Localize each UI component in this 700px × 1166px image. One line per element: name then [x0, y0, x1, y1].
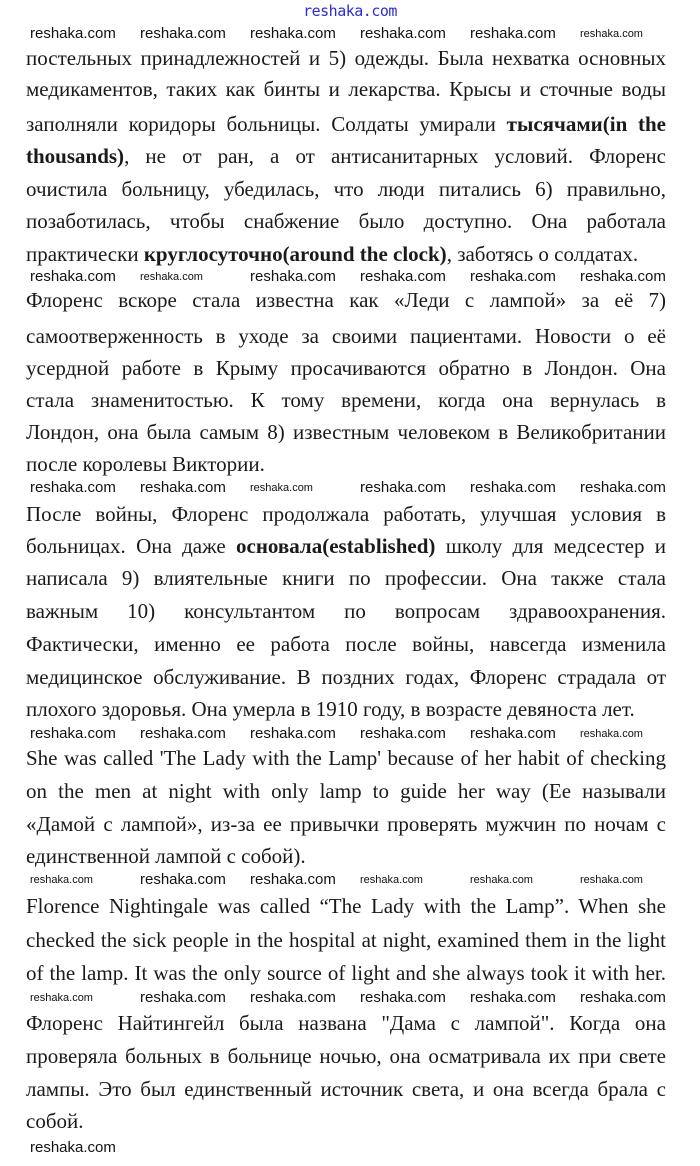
text-line: [26, 697, 666, 721]
watermark-text: reshaka.com: [30, 25, 116, 42]
watermark-text: reshaka.com: [470, 989, 556, 1006]
text-line: [26, 242, 666, 266]
watermark-text: reshaka.com: [470, 874, 533, 886]
text-segment: Лондон, она была самым 8) известным человеком в Великобритании: [26, 420, 666, 444]
text-segment: позаботилась, чтобы снабжение было доступно. Она работала: [26, 209, 666, 233]
text-segment: самоотверженность в уходе за своими пациентами. Новости о её: [26, 324, 666, 348]
watermark-text: reshaka.com: [250, 725, 336, 742]
text-line: [26, 77, 666, 101]
text-segment: лампы. Это был единственный источник света, и она всегда брала с: [26, 1077, 666, 1101]
text-line: [26, 112, 666, 136]
text-line: [26, 209, 666, 233]
text-line: [26, 894, 666, 918]
watermark-text: reshaka.com: [140, 725, 226, 742]
text-segment: медикаментов, таких как бинты и лекарства. Крысы и сточные воды: [26, 77, 666, 101]
text-line: [26, 566, 666, 590]
text-segment: после королевы Виктории.: [26, 452, 265, 476]
text-segment: «Дамой с лампой», из-за ее привычки проверять мужчин по ночам с: [26, 812, 666, 836]
text-segment: постельных принадлежностей и 5) одежды. Была нехватка основных: [26, 46, 666, 70]
text-line: [26, 746, 666, 770]
text-segment: медицинское обслуживание. В поздних годах, Флоренс страдала от: [26, 665, 666, 689]
text-line: [26, 46, 666, 70]
text-segment: checked the sick people in the hospital at night, examined them in the light: [26, 928, 666, 952]
watermark-text: reshaka.com: [360, 989, 446, 1006]
text-segment: школу для медсестер и: [435, 534, 666, 558]
text-line: [26, 1077, 666, 1101]
watermark-text: reshaka.com: [360, 25, 446, 42]
watermark-text: reshaka.com: [580, 989, 666, 1006]
text-segment: , заботясь о солдатах.: [446, 242, 639, 266]
text-line: [26, 534, 666, 558]
watermark-text: reshaka.com: [360, 268, 446, 285]
site-header-logo[interactable]: reshaka.com: [303, 2, 397, 20]
text-segment: важным 10) консультантом по вопросам здравоохранения.: [26, 599, 666, 623]
text-line: [26, 356, 666, 380]
text-line: [26, 928, 666, 952]
text-line: [26, 1109, 666, 1133]
text-segment: Флоренс Найтингейл была названа "Дама с лампой". Когда она: [26, 1011, 666, 1035]
text-line: [26, 961, 666, 985]
text-segment: стала знаменитостью. К тому времени, когда она вернулась в: [26, 388, 666, 412]
text-segment: , не от ран, а от антисанитарных условий. Флоренс: [124, 144, 666, 168]
text-segment: единственной лампой с собой).: [26, 844, 306, 868]
bold-term: thousands): [26, 144, 125, 168]
bold-term: основала(established): [236, 534, 436, 558]
watermark-text: reshaka.com: [250, 989, 336, 1006]
text-segment: плохого здоровья. Она умерла в 1910 году, в возрасте девяноста лет.: [26, 697, 635, 721]
text-line: [26, 177, 666, 201]
watermark-text: reshaka.com: [140, 989, 226, 1006]
watermark-text: reshaka.com: [250, 25, 336, 42]
watermark-text: reshaka.com: [470, 25, 556, 42]
watermark-text: reshaka.com: [30, 874, 93, 886]
watermark-text: reshaka.com: [470, 268, 556, 285]
text-line: [26, 844, 666, 868]
watermark-text: reshaka.com: [250, 871, 336, 888]
text-segment: of the lamp. It was the only source of light and she always took it with her.: [26, 961, 666, 985]
text-line: [26, 324, 666, 348]
watermark-text: reshaka.com: [140, 871, 226, 888]
watermark-text: reshaka.com: [30, 992, 93, 1004]
text-segment: on the men at night with only lamp to guide her way (Ее называли: [26, 779, 666, 803]
watermark-text: reshaka.com: [250, 482, 313, 494]
text-line: [26, 452, 666, 476]
watermark-text: reshaka.com: [30, 1139, 116, 1156]
bold-term: круглосуточно(around the clock): [143, 242, 447, 266]
watermark-text: reshaka.com: [580, 874, 643, 886]
text-line: [26, 144, 666, 168]
text-line: [26, 288, 666, 312]
watermark-text: reshaka.com: [360, 725, 446, 742]
watermark-text: reshaka.com: [470, 725, 556, 742]
text-line: [26, 599, 666, 623]
text-segment: Фактически, именно ее работа после войны, навсегда изменила: [26, 632, 666, 656]
watermark-text: reshaka.com: [140, 25, 226, 42]
text-segment: She was called 'The Lady with the Lamp' because of her habit of checking: [26, 746, 666, 770]
text-segment: написала 9) влиятельные книги по профессии. Она также стала: [26, 566, 666, 590]
watermark-text: reshaka.com: [250, 268, 336, 285]
text-line: [26, 420, 666, 444]
watermark-text: reshaka.com: [140, 271, 203, 283]
bold-term: тысячами(in the: [506, 112, 666, 136]
text-segment: собой.: [26, 1109, 84, 1133]
watermark-text: reshaka.com: [140, 479, 226, 496]
text-line: [26, 1044, 666, 1068]
watermark-text: reshaka.com: [580, 728, 643, 740]
watermark-text: reshaka.com: [30, 725, 116, 742]
text-line: [26, 388, 666, 412]
text-segment: проверяла больных в больнице ночью, она осматривала их при свете: [26, 1044, 666, 1068]
text-line: [26, 665, 666, 689]
text-line: [26, 1011, 666, 1035]
text-segment: заполняли коридоры больницы. Солдаты умирали: [26, 112, 507, 136]
text-line: [26, 779, 666, 803]
watermark-text: reshaka.com: [470, 479, 556, 496]
watermark-text: reshaka.com: [580, 28, 643, 40]
watermark-text: reshaka.com: [580, 479, 666, 496]
text-segment: практически: [26, 242, 144, 266]
text-segment: очистила больницу, убедилась, что люди питались 6) правильно,: [26, 177, 666, 201]
watermark-text: reshaka.com: [360, 874, 423, 886]
text-segment: больницах. Она даже: [26, 534, 236, 558]
watermark-text: reshaka.com: [30, 268, 116, 285]
watermark-text: reshaka.com: [580, 268, 666, 285]
watermark-text: reshaka.com: [360, 479, 446, 496]
text-segment: Florence Nightingale was called “The Lady with the Lamp”. When she: [26, 894, 666, 918]
text-line: [26, 812, 666, 836]
text-line: [26, 502, 666, 526]
text-segment: После войны, Флоренс продолжала работать, улучшая условия в: [26, 502, 666, 526]
watermark-text: reshaka.com: [30, 479, 116, 496]
text-segment: Флоренс вскоре стала известна как «Леди с лампой» за её 7): [26, 288, 666, 312]
text-line: [26, 632, 666, 656]
text-segment: усердной работе в Крыму просачиваются обратно в Лондон. Она: [26, 356, 666, 380]
